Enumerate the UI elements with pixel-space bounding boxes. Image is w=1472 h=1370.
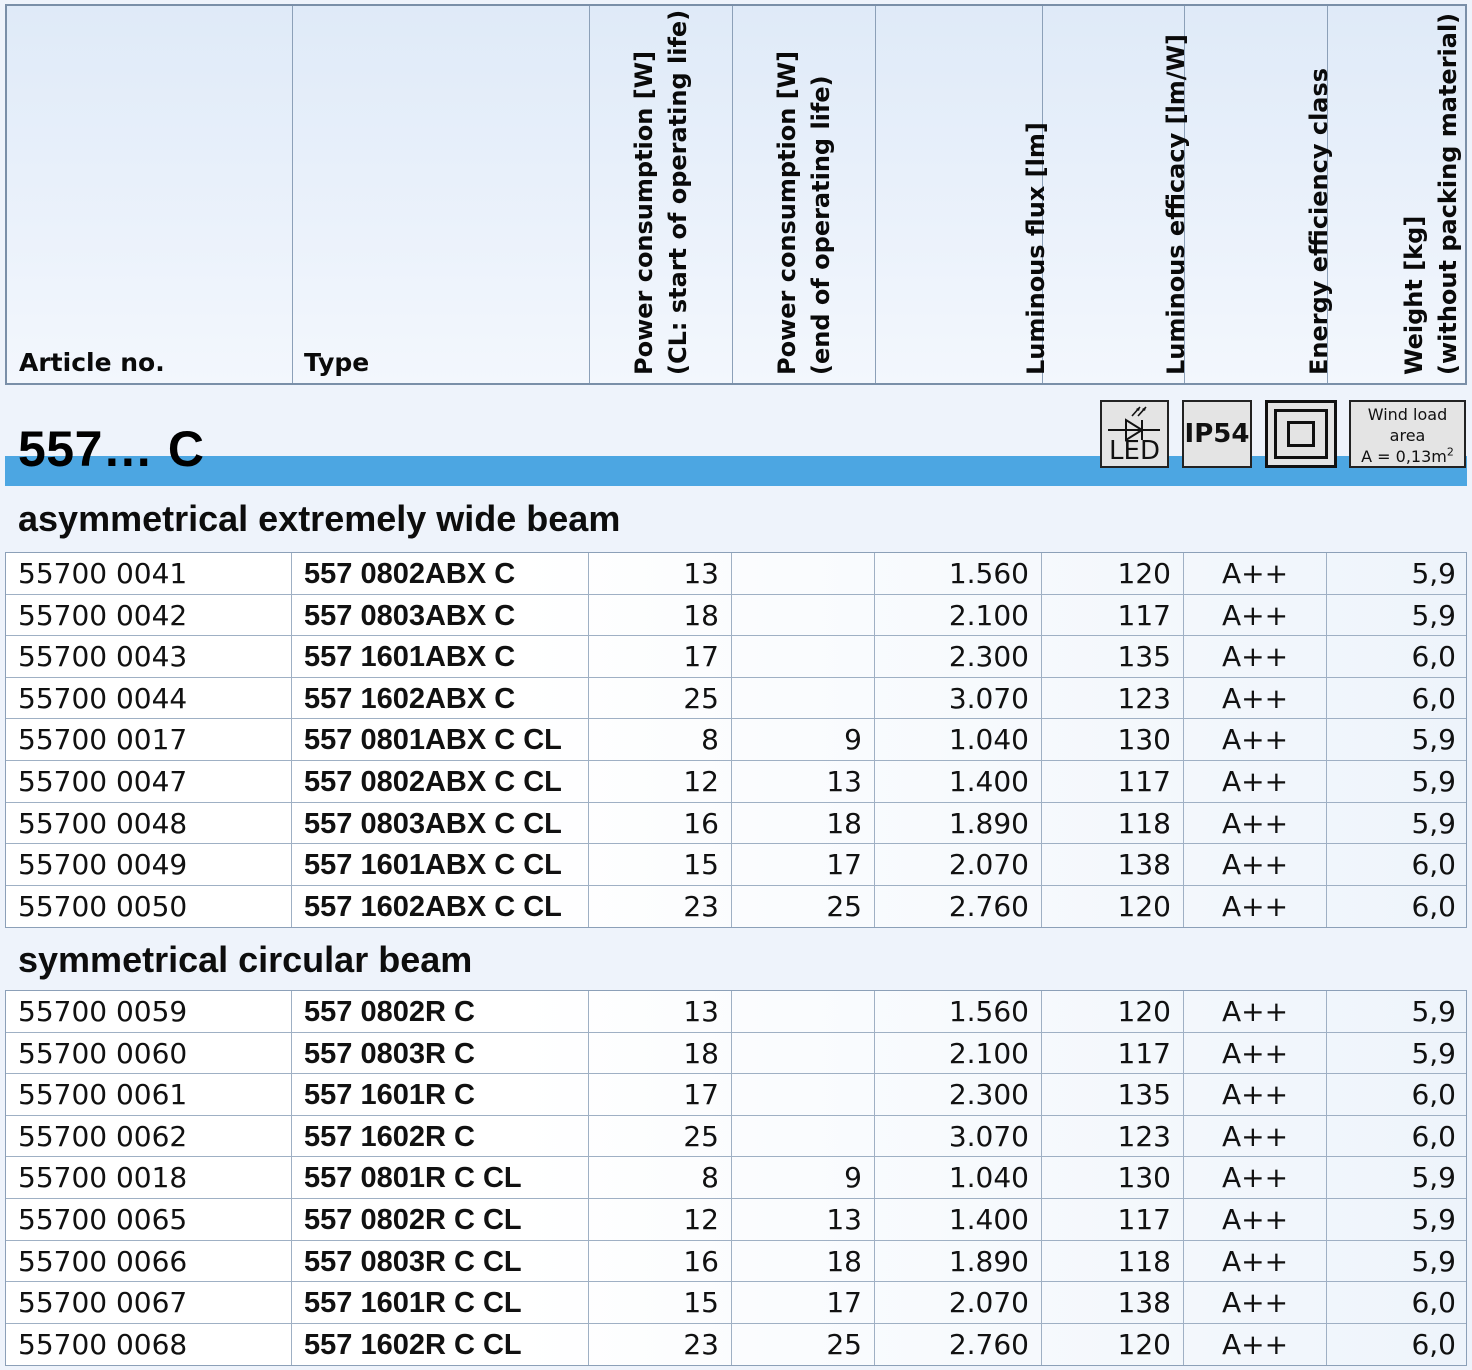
article-cell: 55700 0017 <box>6 719 292 760</box>
energy-class-cell: A++ <box>1184 1241 1327 1282</box>
type-cell: 557 0802R C CL <box>292 1199 589 1240</box>
type-cell: 557 0803R C CL <box>292 1241 589 1282</box>
weight-cell: 5,9 <box>1411 1036 1456 1070</box>
power-start-cell: 25 <box>589 678 732 719</box>
wind-load-line1: Wind load <box>1367 405 1448 424</box>
section-title-asymmetrical: asymmetrical extremely wide beam <box>18 498 621 539</box>
flux-cell: 1.890 <box>875 803 1042 844</box>
led-badge <box>1100 400 1169 468</box>
type-cell: 557 0801R C CL <box>292 1157 589 1198</box>
type-cell: 557 1602R C <box>292 1116 589 1157</box>
energy-class-cell: A++ <box>1184 803 1327 844</box>
power-end-cell <box>732 991 875 1032</box>
article-cell: 55700 0067 <box>6 1282 292 1323</box>
efficacy-cell: 123 <box>1042 678 1184 719</box>
flux-cell: 1.400 <box>875 761 1042 802</box>
weight-cell: 5,9 <box>1411 1202 1456 1236</box>
header-power-start <box>589 6 733 383</box>
header-power-end-line1: Power consumption [W] <box>772 50 801 375</box>
article-cell: 55700 0042 <box>6 595 292 636</box>
efficacy-cell: 117 <box>1042 595 1184 636</box>
weight-cell: 6,0 <box>1411 1078 1456 1112</box>
flux-cell: 2.100 <box>875 1033 1042 1074</box>
table-row <box>6 719 1466 761</box>
weight-cell: 5,9 <box>1411 995 1456 1028</box>
article-cell: 55700 0044 <box>6 678 292 719</box>
efficacy-cell: 120 <box>1042 1324 1184 1366</box>
power-end-cell <box>732 1116 875 1157</box>
weight-cell: 5,9 <box>1411 1244 1456 1278</box>
type-cell: 557 1602ABX C <box>292 678 589 719</box>
power-end-cell <box>732 1033 875 1074</box>
power-start-cell: 16 <box>589 1241 732 1282</box>
type-cell: 557 0802ABX C <box>292 553 589 594</box>
energy-class-cell: A++ <box>1184 1157 1327 1198</box>
weight-cell: 5,9 <box>1411 557 1456 590</box>
flux-cell: 1.040 <box>875 719 1042 760</box>
led-badge-label: LED <box>1109 436 1160 466</box>
table-row <box>6 636 1466 678</box>
efficacy-cell: 120 <box>1042 991 1184 1032</box>
flux-cell: 2.300 <box>875 636 1042 677</box>
weight-cell: 6,0 <box>1411 1327 1456 1361</box>
energy-class-cell: A++ <box>1184 1199 1327 1240</box>
power-end-cell <box>732 595 875 636</box>
energy-class-cell: A++ <box>1184 553 1327 594</box>
ip-rating-badge: IP54 <box>1182 400 1252 468</box>
power-end-cell <box>732 678 875 719</box>
efficacy-cell: 138 <box>1042 844 1184 885</box>
header-power-start-line1: Power consumption [W] <box>629 50 658 375</box>
power-start-cell: 18 <box>589 595 732 636</box>
flux-cell: 3.070 <box>875 678 1042 719</box>
product-title: 557… C <box>18 421 205 477</box>
weight-cell: 6,0 <box>1411 848 1456 882</box>
power-start-cell: 13 <box>589 553 732 594</box>
power-end-cell: 25 <box>732 886 875 928</box>
article-cell: 55700 0047 <box>6 761 292 802</box>
flux-cell: 1.400 <box>875 1199 1042 1240</box>
header-energy-class-label: Energy efficiency class <box>1304 67 1333 375</box>
table-row <box>6 678 1466 720</box>
weight-cell: 6,0 <box>1411 640 1456 674</box>
flux-cell: 1.560 <box>875 553 1042 594</box>
efficacy-cell: 123 <box>1042 1116 1184 1157</box>
table-row <box>6 1241 1466 1283</box>
weight-cell: 6,0 <box>1411 889 1456 923</box>
weight-cell: 5,9 <box>1411 598 1456 632</box>
header-power-end-line2: (end of operating life) <box>806 75 835 375</box>
flux-cell: 1.560 <box>875 991 1042 1032</box>
table-row <box>6 1116 1466 1158</box>
power-end-cell <box>732 636 875 677</box>
efficacy-cell: 120 <box>1042 886 1184 928</box>
table-row <box>6 1199 1466 1241</box>
power-start-cell: 23 <box>589 886 732 928</box>
energy-class-cell: A++ <box>1184 678 1327 719</box>
energy-class-cell: A++ <box>1184 719 1327 760</box>
power-end-cell: 17 <box>732 844 875 885</box>
type-cell: 557 0801ABX C CL <box>292 719 589 760</box>
type-cell: 557 1601ABX C CL <box>292 844 589 885</box>
header-flux-label: Luminous flux [lm] <box>1021 122 1050 375</box>
header-energy-class <box>1184 6 1333 383</box>
weight-cell: 5,9 <box>1411 764 1456 798</box>
power-start-cell: 13 <box>589 991 732 1032</box>
energy-class-cell: A++ <box>1184 1324 1327 1366</box>
table-row <box>6 1074 1466 1116</box>
energy-class-cell: A++ <box>1184 1282 1327 1323</box>
efficacy-cell: 120 <box>1042 553 1184 594</box>
table-row <box>6 1157 1466 1199</box>
energy-class-cell: A++ <box>1184 1116 1327 1157</box>
wind-load-badge <box>1349 400 1466 468</box>
weight-cell: 6,0 <box>1411 1119 1456 1153</box>
table-asymmetrical <box>5 552 1467 928</box>
column-header <box>5 4 1467 385</box>
type-cell: 557 1601R C <box>292 1074 589 1115</box>
wind-load-line3: $A = 0,13m^2$ <box>1361 445 1454 466</box>
flux-cell: 2.070 <box>875 844 1042 885</box>
power-end-cell: 18 <box>732 803 875 844</box>
power-end-cell: 13 <box>732 1199 875 1240</box>
flux-cell: 1.040 <box>875 1157 1042 1198</box>
header-efficacy <box>1042 6 1190 383</box>
article-cell: 55700 0061 <box>6 1074 292 1115</box>
type-cell: 557 1601R C CL <box>292 1282 589 1323</box>
weight-cell: 5,9 <box>1411 723 1456 757</box>
energy-class-cell: A++ <box>1184 595 1327 636</box>
header-article-label: Article no. <box>19 348 165 377</box>
power-start-cell: 17 <box>589 636 732 677</box>
flux-cell: 2.760 <box>875 1324 1042 1366</box>
article-cell: 55700 0060 <box>6 1033 292 1074</box>
power-end-cell <box>732 1074 875 1115</box>
table-row <box>6 803 1466 845</box>
type-cell: 557 0803ABX C CL <box>292 803 589 844</box>
header-weight-line2: (without packing material) <box>1434 12 1462 375</box>
section-title-symmetrical: symmetrical circular beam <box>18 939 473 980</box>
wind-load-line2: area <box>1389 426 1426 445</box>
article-cell: 55700 0065 <box>6 1199 292 1240</box>
weight-cell: 6,0 <box>1411 681 1456 715</box>
article-cell: 55700 0050 <box>6 886 292 928</box>
type-cell: 557 0802R C <box>292 991 589 1032</box>
energy-class-cell: A++ <box>1184 844 1327 885</box>
header-power-start-line2: (CL: start of operating life) <box>663 9 692 375</box>
power-start-cell: 17 <box>589 1074 732 1115</box>
article-cell: 55700 0049 <box>6 844 292 885</box>
header-weight <box>1327 6 1467 383</box>
efficacy-cell: 117 <box>1042 1199 1184 1240</box>
table-row <box>6 991 1466 1033</box>
energy-class-cell: A++ <box>1184 636 1327 677</box>
type-cell: 557 0803R C <box>292 1033 589 1074</box>
flux-cell: 1.890 <box>875 1241 1042 1282</box>
type-cell: 557 0802ABX C CL <box>292 761 589 802</box>
efficacy-cell: 135 <box>1042 1074 1184 1115</box>
efficacy-cell: 118 <box>1042 803 1184 844</box>
header-flux <box>875 6 1050 383</box>
type-cell: 557 0803ABX C <box>292 595 589 636</box>
efficacy-cell: 130 <box>1042 719 1184 760</box>
power-end-cell: 17 <box>732 1282 875 1323</box>
type-cell: 557 1602R C CL <box>292 1324 589 1366</box>
article-cell: 55700 0062 <box>6 1116 292 1157</box>
power-start-cell: 12 <box>589 1199 732 1240</box>
article-cell: 55700 0048 <box>6 803 292 844</box>
flux-cell: 2.100 <box>875 595 1042 636</box>
energy-class-cell: A++ <box>1184 1033 1327 1074</box>
power-start-cell: 18 <box>589 1033 732 1074</box>
double-insulation-icon <box>1265 400 1337 468</box>
power-start-cell: 15 <box>589 1282 732 1323</box>
weight-cell: 5,9 <box>1411 1161 1456 1195</box>
weight-cell: 6,0 <box>1411 1286 1456 1320</box>
table-row <box>6 1282 1466 1324</box>
energy-class-cell: A++ <box>1184 991 1327 1032</box>
power-start-cell: 12 <box>589 761 732 802</box>
power-start-cell: 25 <box>589 1116 732 1157</box>
table-row <box>6 844 1466 886</box>
article-cell: 55700 0041 <box>6 553 292 594</box>
energy-class-cell: A++ <box>1184 886 1327 928</box>
article-cell: 55700 0066 <box>6 1241 292 1282</box>
header-weight-line1: Weight [kg] <box>1400 215 1428 375</box>
flux-cell: 3.070 <box>875 1116 1042 1157</box>
efficacy-cell: 130 <box>1042 1157 1184 1198</box>
article-cell: 55700 0068 <box>6 1324 292 1366</box>
table-row <box>6 1324 1466 1366</box>
power-end-cell <box>732 553 875 594</box>
energy-class-cell: A++ <box>1184 761 1327 802</box>
table-row <box>6 595 1466 637</box>
table-row <box>6 1033 1466 1075</box>
weight-cell: 5,9 <box>1411 806 1456 840</box>
table-symmetrical <box>5 990 1467 1366</box>
article-cell: 55700 0059 <box>6 991 292 1032</box>
power-start-cell: 15 <box>589 844 732 885</box>
power-end-cell: 18 <box>732 1241 875 1282</box>
power-end-cell: 25 <box>732 1324 875 1366</box>
efficacy-cell: 135 <box>1042 636 1184 677</box>
power-start-cell: 8 <box>589 719 732 760</box>
type-cell: 557 1602ABX C CL <box>292 886 589 928</box>
table-row <box>6 553 1466 595</box>
efficacy-cell: 118 <box>1042 1241 1184 1282</box>
power-start-cell: 23 <box>589 1324 732 1366</box>
header-article <box>7 6 293 383</box>
header-type <box>292 6 590 383</box>
flux-cell: 2.300 <box>875 1074 1042 1115</box>
energy-class-cell: A++ <box>1184 1074 1327 1115</box>
header-type-label: Type <box>304 348 370 377</box>
power-end-cell: 13 <box>732 761 875 802</box>
header-power-end <box>732 6 876 383</box>
flux-cell: 2.070 <box>875 1282 1042 1323</box>
efficacy-cell: 138 <box>1042 1282 1184 1323</box>
type-cell: 557 1601ABX C <box>292 636 589 677</box>
table-row <box>6 761 1466 803</box>
efficacy-cell: 117 <box>1042 1033 1184 1074</box>
header-efficacy-label: Luminous efficacy [lm/W] <box>1162 33 1190 375</box>
power-end-cell: 9 <box>732 1157 875 1198</box>
power-start-cell: 8 <box>589 1157 732 1198</box>
power-start-cell: 16 <box>589 803 732 844</box>
power-end-cell: 9 <box>732 719 875 760</box>
article-cell: 55700 0018 <box>6 1157 292 1198</box>
flux-cell: 2.760 <box>875 886 1042 928</box>
efficacy-cell: 117 <box>1042 761 1184 802</box>
article-cell: 55700 0043 <box>6 636 292 677</box>
table-row <box>6 886 1466 928</box>
